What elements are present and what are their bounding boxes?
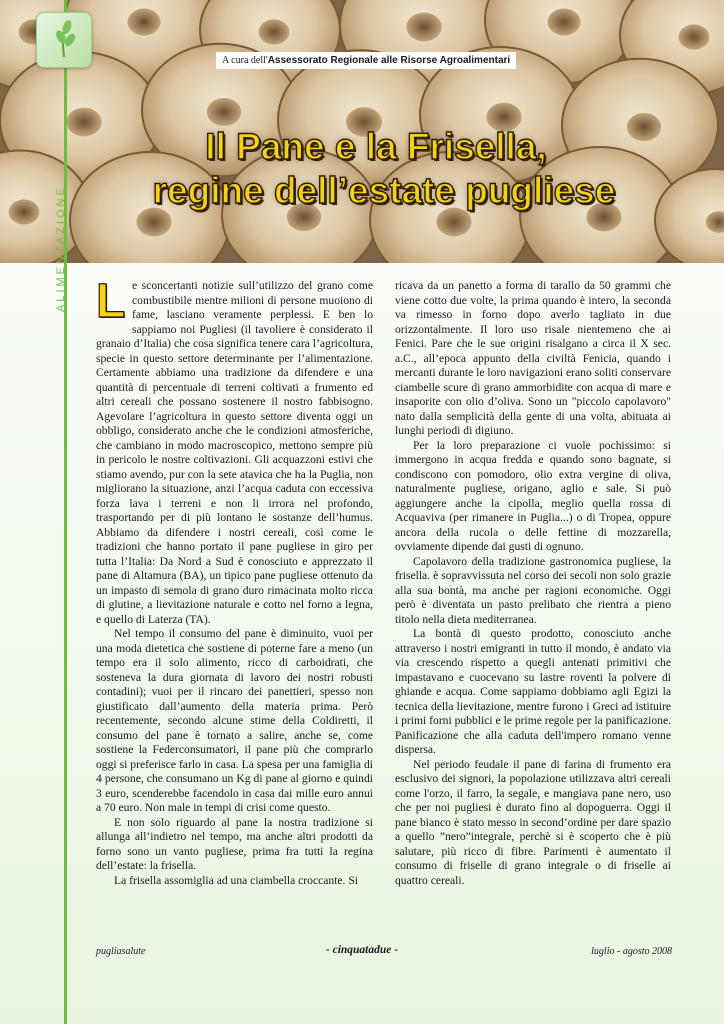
footer-page-number: - cinquatadue - [325,944,399,956]
frisella-hole [548,9,581,36]
frisella-hole [128,9,161,36]
wheat-logo-icon [36,12,92,68]
article-column-left [96,275,373,888]
dropcap: L [96,275,126,328]
title-line-1: Il Pane e la Frisella, [205,126,547,167]
paragraph: Nel tempo il consumo del pane è diminuito, vuoi per una moda dietetica che sostiene di poterne fare a meno (un tempo era il solo alimento, ricco di carboidrati, che sosteneva la dura giornata di lavoro dei nostri robusti contadini); vuoi per il rincaro dei panettieri, spesso non giustificato dall’aumento della materia prima. Però recentemente, secondo alcune stime della Coldiretti, il consumo del pane è tornato a salire, anche se, come sostiene la Federconsumatori, il pane più che comprarlo oggi si preferisce farlo in casa. La spesa per una famiglia di 4 persone, che consumano un Kg di pane al giorno e quindi 3 euro, scenderebbe facendolo in casa dai mille euro annui a 70 euro. Non male in tempi di crisi come questo. [96,627,373,814]
paragraph: E non solo riguardo al pane la nostra tradizione si allunga all’indietro nel tempo, ma anche altri prodotti da forno sono un vanto pugliese, prima fra tutti la regina dell’estate: la frisella. [96,815,373,872]
frisella-hole [207,98,241,126]
frisella-hole [406,13,441,42]
paragraph: e sconcertanti notizie sull’utilizzo del grano come combustibile mentre milioni di persone muoiono di fame, lasciano veramente perplessi. E ben lo sappiamo noi Pugliesi (il tavoliere è considerato il granaio d’Italia) che cosa significa tenere cara l’agricoltura, specie in questo settore determinante per l’alimentazione. Certamente abbiamo una tradizione da difendere e una quantità di percentuale di terreni coltivati a frumento ed altri cereali che possano sostenere il nostro fabbisogno. Agevolare l’agricoltura in questo settore diventa oggi un obbligo, considerato anche che le condizioni atmosferiche, che cambiano in modo macroscopico, mettono sempre più in pericolo le nostre coltivazioni. Gli acquazzoni estivi che stiamo avendo, pur con la sete atavica che ha la Puglia, non migliorano la situazione, anzi l’acqua caduta con eccessiva forza lava i terreni e non li irrora nel profondo, trasportando per di più lontano le sostanze dell’humus. Abbiamo da difendere i nostri cereali, così come le tradizioni che hanno portato il pane pugliese in giro per tutta l’Italia: Da Nord a Sud è conosciuto e apprezzato il pane di Altamura (BA), un tipico pane pugliese ottenuto da un impasto di semola di grano duro rimacinata molto ricca di glutine, a lievitazione naturale e cotto nel forno a legna, e quello di Laterza (TA). [96,279,373,626]
paragraph: Nel periodo feudale il pane di farina di frumento era esclusivo dei signori, la popolazione utilizzava altri cereali come l'orzo, il farro, la segale, e mangiava pane nero, uso che per noi pugliesi è durato fino al dopoguerra. Oggi il pane bianco è stato messo in second’ordine per dare spazio a quello ”nero”integrale, perchè si è scoperto che è più salutare, più ricco di fibre. Parimenti è aumentato il consumo di friselle di grano integrale o di friselle ai quattro cereali. [395,757,671,887]
paragraph: ricava da un panetto a forma di tarallo da 50 grammi che viene cotto due volte, la prima quando è intero, la seconda va rimesso in forno dopo averlo tagliato in due orizzontalmente. Il loro uso risale nientemeno che ai Fenici. Pare che le sue origini risalgano a circa il X sec. a.C., all’epoca appunto della civiltà Fenicia, quando i mercanti durante le loro navigazioni erano soliti conservare ciambelle scure di grano ammorbidite con acqua di mare e insaporite con olio d’oliva. Sono un "piccolo capolavoro" nato dalla semplicità della gente di una volta, abituata ai lunghi periodi di digiuno. [395,279,671,437]
credit-banner [216,52,516,69]
article-column-right [395,279,671,888]
footer-publication: pugliasalute [96,946,146,957]
paragraph: Capolavoro della tradizione gastronomica pugliese, la frisella. è sopravvissuta nel corso dei secoli non solo grazie alla sua bontà, ma anche per ragioni economiche. Oggi però è diventata un pasto prelibato che rientra a pieno titolo nella dieta mediterranea. [395,554,671,626]
footer-date: luglio - agosto 2008 [591,946,672,957]
paragraph: Per la loro preparazione ci vuole pochissimo: si immergono in acqua fredda e quando sono bagnate, si condiscono con pomodoro, olio extra vergine di oliva, naturalmente pugliese, origano, aglio e sale. Si può aggiungere anche la cipolla, meglio quella rossa di Acquaviva (per rimanere in Puglia...) o di Tropea, oppure ancora della rucola o delle fettine di mozzarella, ovviamente dipende dai gusti di ognuno. [395,438,671,553]
paragraph: La bontà di questo prodotto, conosciuto anche attraverso i nostri emigranti in tutto il mondo, è andato via via crescendo rispetto a quegli antenati primitivi che impastavano e cuocevano su lastre roventi la polvere di ghiande e acqua. Come sappiamo dobbiamo agli Egizi la tecnica della lievitazione, mentre furono i Greci ad istituire i primi forni pubblici e le prime regole per la panificazione. Panificazione che alla caduta dell'impero romano venne dispersa. [395,627,671,756]
paragraph: La frisella assomiglia ad una ciambella croccante. Si [114,873,359,887]
frisella-hole [679,24,710,49]
credit-org: Assessorato Regionale alle Risorse Agroalimentari [267,55,511,66]
section-label: ALIMENTAZIONE [55,185,67,312]
credit-prefix: A cura dell' [222,55,268,66]
frisella-hole [259,19,290,44]
title-line-2: regine dell’estate pugliese [152,170,616,211]
